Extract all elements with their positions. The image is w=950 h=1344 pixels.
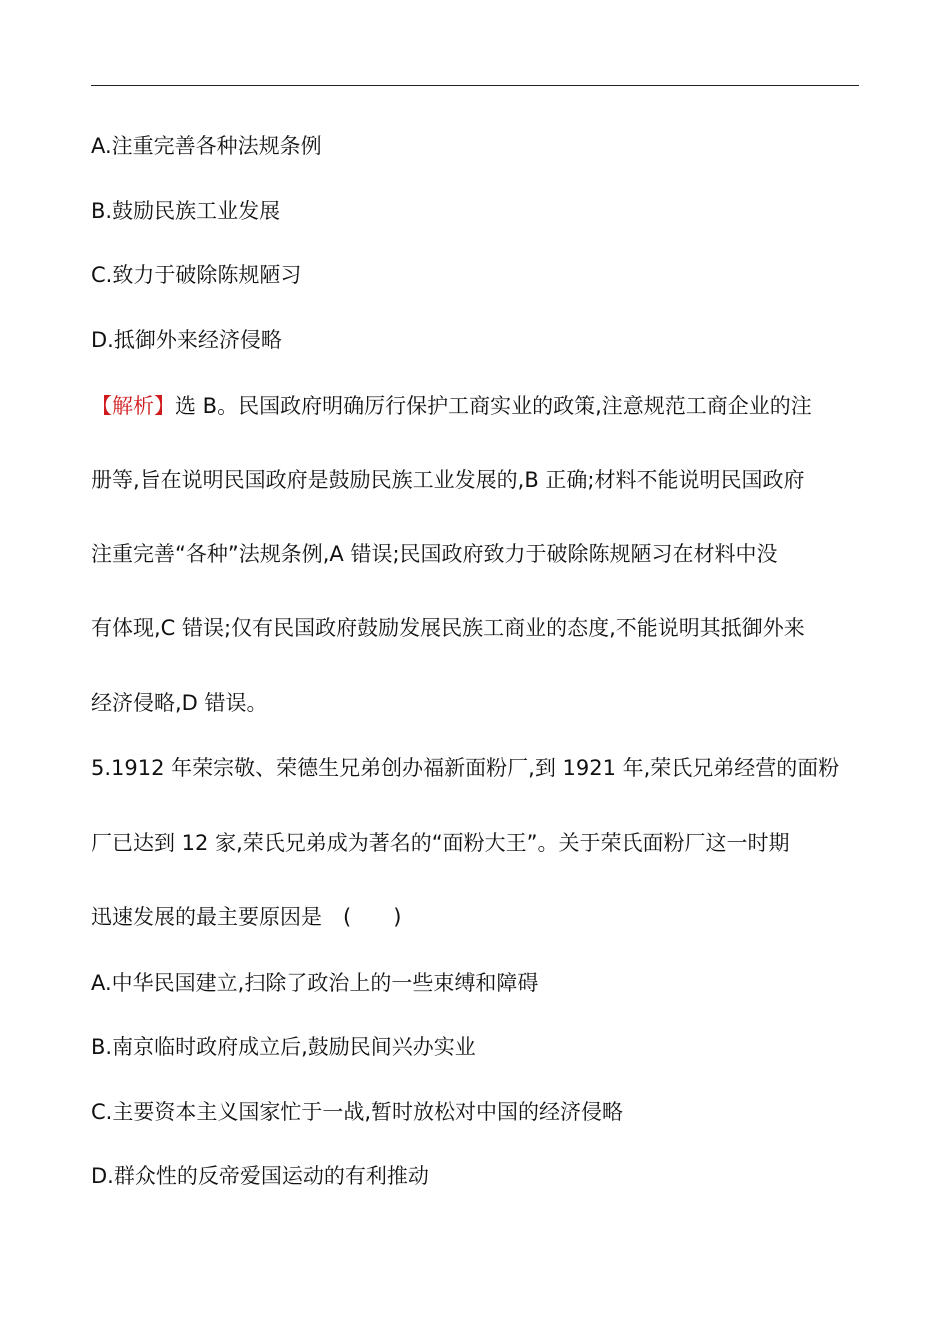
q5-option-a: A.中华民国建立,扫除了政治上的一些束缚和障碍 [91, 971, 539, 995]
question-5-line-2: 厂已达到 12 家,荣氏兄弟成为著名的“面粉大王”。关于荣氏面粉厂这一时期 [91, 831, 790, 855]
q4-option-b: B.鼓励民族工业发展 [91, 199, 281, 223]
analysis-line-2: 册等,旨在说明民国政府是鼓励民族工业发展的,B 正确;材料不能说明民国政府 [91, 468, 805, 492]
q4-option-d: D.抵御外来经济侵略 [91, 328, 282, 352]
analysis-line-5: 经济侵略,D 错误。 [91, 691, 268, 715]
analysis-line-1 [91, 390, 861, 422]
header-rule [91, 85, 859, 86]
question-5-line-3: 迅速发展的最主要原因是 ( ) [91, 905, 402, 929]
q5-option-c: C.主要资本主义国家忙于一战,暂时放松对中国的经济侵略 [91, 1100, 624, 1124]
analysis-text: 选 B。民国政府明确厉行保护工商实业的政策,注意规范工商企业的注 [175, 394, 812, 418]
q5-option-d: D.群众性的反帝爱国运动的有利推动 [91, 1164, 429, 1188]
q4-option-a: A.注重完善各种法规条例 [91, 134, 322, 158]
q5-option-b: B.南京临时政府成立后,鼓励民间兴办实业 [91, 1035, 476, 1059]
analysis-line-4: 有体现,C 错误;仅有民国政府鼓励发展民族工商业的态度,不能说明其抵御外来 [91, 616, 805, 640]
analysis-tag: 【解析】 [91, 394, 175, 418]
analysis-line-3: 注重完善“各种”法规条例,A 错误;民国政府致力于破除陈规陋习在材料中没 [91, 542, 778, 566]
q4-option-c: C.致力于破除陈规陋习 [91, 263, 302, 287]
question-5-line-1: 5.1912 年荣宗敬、荣德生兄弟创办福新面粉厂,到 1921 年,荣氏兄弟经营的面粉 [91, 756, 840, 780]
